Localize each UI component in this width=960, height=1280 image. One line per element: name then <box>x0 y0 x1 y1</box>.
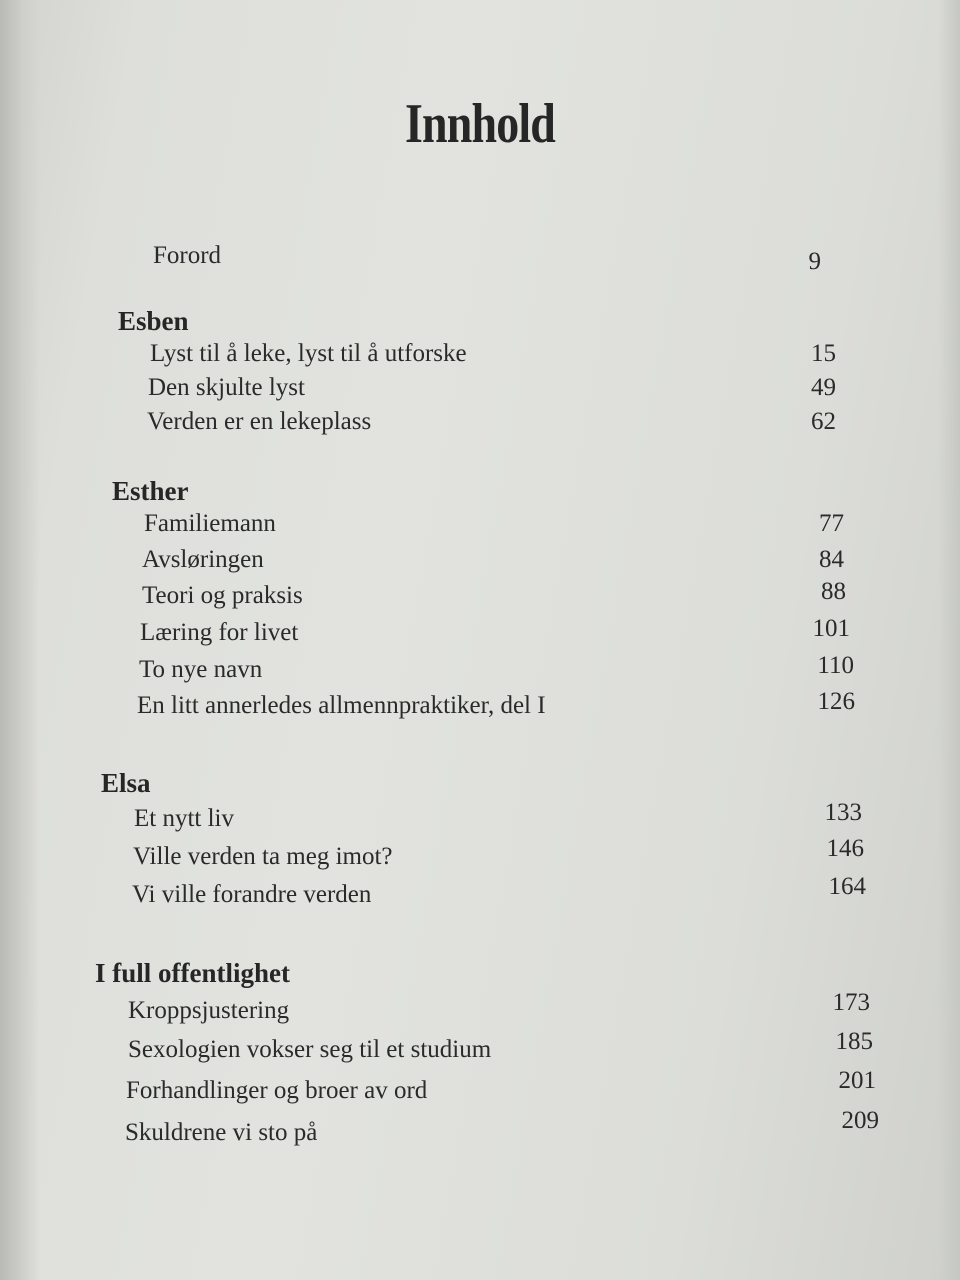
toc-entry-page: 146 <box>826 835 864 862</box>
toc-entry <box>148 374 838 406</box>
toc-entry-page: 62 <box>811 408 836 435</box>
toc-entry-label: Vi ville forandre verden <box>132 881 372 908</box>
section-title-elsa: Elsa <box>101 768 151 798</box>
toc-entry-label: Forord <box>153 242 222 269</box>
toc-entry-label: Verden er en lekeplass <box>147 408 372 435</box>
toc-entry-page: 173 <box>832 989 870 1016</box>
toc-entry-label: Familiemann <box>144 510 276 537</box>
toc-entry-label: Teori og praksis <box>142 582 303 609</box>
toc-entry <box>133 835 864 875</box>
toc-entry-label: Avsløringen <box>142 546 264 573</box>
toc-entry-page: 133 <box>824 799 862 826</box>
page-title: Innhold <box>404 93 556 155</box>
toc-entry-label: En litt annerledes allmennpraktiker, del I <box>137 692 546 719</box>
toc-entry-page: 77 <box>819 510 844 537</box>
toc-entry <box>140 615 850 651</box>
toc-entry <box>142 578 852 614</box>
section-title-i-full-offentlighet: I full offentlighet <box>95 958 290 988</box>
toc-entry <box>125 1107 885 1151</box>
section-title-esther: Esther <box>112 476 189 506</box>
toc-entry <box>142 546 842 578</box>
section-title-esben: Esben <box>118 306 189 336</box>
toc-entry-page: 9 <box>808 248 821 275</box>
toc-entry-label: To nye navn <box>139 656 263 683</box>
toc-entry-label: Den skjulte lyst <box>148 374 305 401</box>
page-spine-shadow <box>0 0 40 1280</box>
toc-entry-label: Ville verden ta meg imot? <box>133 843 393 870</box>
toc-entry-page: 126 <box>817 688 855 715</box>
toc-entry-page: 84 <box>819 546 844 573</box>
toc-entry-page: 88 <box>821 578 846 605</box>
toc-entry-label: Lyst til å leke, lyst til å utforske <box>150 340 467 367</box>
toc-entry-label: Skuldrene vi sto på <box>125 1119 318 1146</box>
toc-entry-label: Læring for livet <box>140 619 299 646</box>
toc-entry-page: 185 <box>835 1028 873 1055</box>
toc-entry-page: 164 <box>828 873 866 900</box>
toc-entry-label: Et nytt liv <box>134 805 234 832</box>
toc-entry-page: 15 <box>811 340 836 367</box>
toc-entry-page: 101 <box>812 615 850 642</box>
toc-entry <box>147 408 837 440</box>
toc-entry <box>132 873 872 913</box>
toc-entry <box>134 799 864 837</box>
toc-entry <box>139 652 859 688</box>
toc-entry-label: Forhandlinger og broer av ord <box>126 1077 428 1104</box>
page-edge-shadow <box>938 0 960 1280</box>
toc-entry-label: Kroppsjustering <box>128 997 290 1024</box>
toc-entry <box>126 1067 881 1109</box>
toc-entry <box>137 688 857 724</box>
toc-entry-label: Sexologien vokser seg til et studium <box>128 1036 492 1063</box>
toc-entry-page: 209 <box>841 1107 879 1134</box>
toc-entry-page: 49 <box>811 374 836 401</box>
toc-entry <box>144 510 844 542</box>
toc-entry <box>150 340 840 372</box>
toc-entry-page: 110 <box>817 652 854 679</box>
toc-entry <box>128 1028 878 1068</box>
toc-entry-page: 201 <box>838 1067 876 1094</box>
toc-entry <box>128 989 873 1029</box>
toc-entry-forord <box>153 242 833 274</box>
